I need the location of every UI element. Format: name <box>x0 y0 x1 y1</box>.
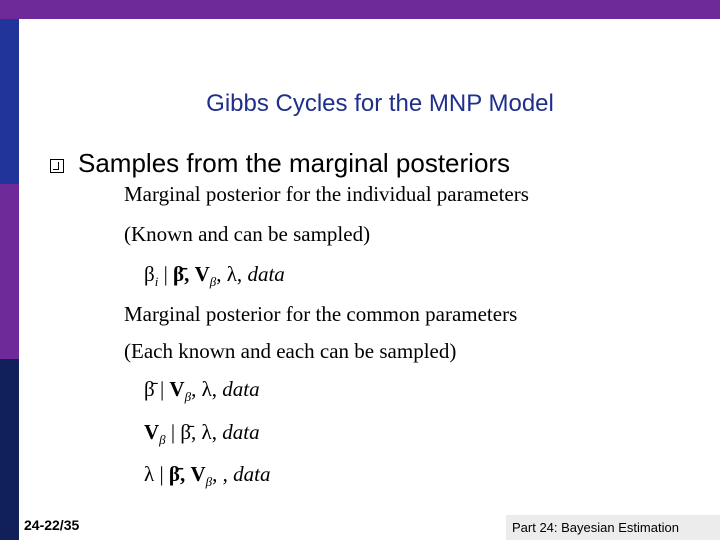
slide-number: 24-22/35 <box>24 517 80 533</box>
formula-v-beta: $V_\beta$ | β̄, λ, data <box>144 420 260 447</box>
left-accent-strip-top <box>0 19 19 184</box>
bullet-text: Samples from the marginal posteriors <box>78 148 511 178</box>
left-accent-strip-middle <box>0 184 19 359</box>
formula-lambda: λ | β̄, $V_\beta$, , data <box>144 462 271 489</box>
slide-title: Gibbs Cycles for the MNP Model <box>206 90 554 117</box>
top-accent-bar <box>0 0 720 19</box>
note-common-parameters: (Each known and each can be sampled) <box>124 339 457 363</box>
checkbox-bullet-icon <box>50 159 64 173</box>
note-individual-parameters: (Known and can be sampled) <box>124 222 371 246</box>
formula-beta-bar: β̄ | $V_\beta$, λ, data <box>144 377 260 404</box>
formula-beta-i: $\beta_i$ | β̄, $V_\beta$, λ, data <box>144 262 285 289</box>
left-accent-strip-bottom <box>0 359 19 540</box>
part-label: Part 24: Bayesian Estimation <box>506 515 720 540</box>
heading-common-parameters: Marginal posterior for the common parameters <box>124 302 518 326</box>
heading-individual-parameters: Marginal posterior for the individual parameters <box>124 182 529 206</box>
